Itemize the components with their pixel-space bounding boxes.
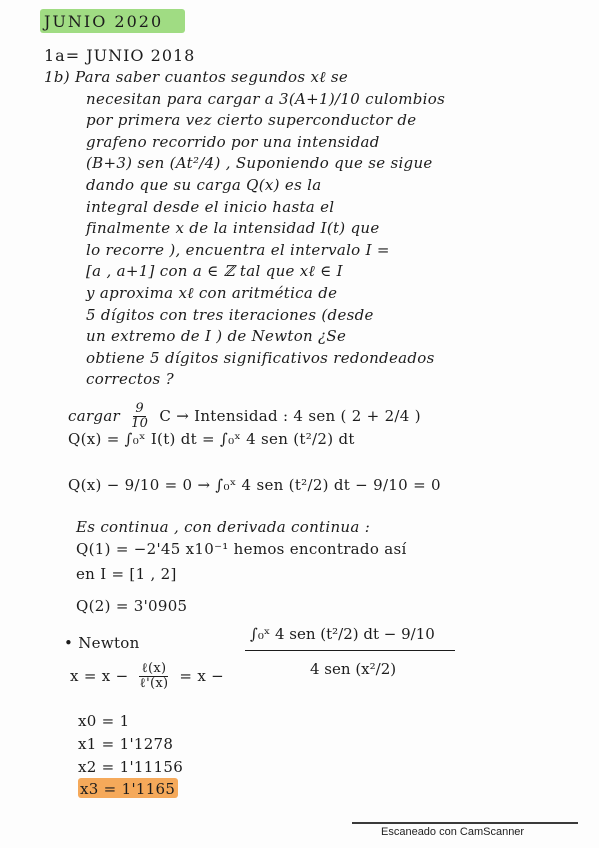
- problem-line: 5 dígitos con tres iteraciones (desde: [86, 305, 374, 324]
- charge-equation: Q(x) − 9/10 = 0 → ∫₀ˣ 4 sen (t²/2) dt − 9/10 = 0: [68, 476, 441, 494]
- newton-big-denominator: 4 sen (x²/2): [310, 660, 397, 678]
- problem-line: integral desde el inicio hasta el: [86, 197, 335, 216]
- carga-denominator: 10: [131, 416, 149, 432]
- newton-ratio-den: ℓ'(x): [139, 676, 169, 692]
- newton-fraction-bar: [245, 650, 455, 651]
- problem-line: 1b) Para saber cuantos segundos xℓ se: [44, 68, 349, 86]
- problem-line: finalmente x de la intensidad I(t) que: [86, 219, 380, 238]
- newton-x-minus: x = x −: [70, 666, 129, 685]
- problem-line: obtiene 5 dígitos significativos redondeados: [86, 348, 435, 367]
- problem-line: lo recorre ), encuentra el intervalo I =: [86, 240, 390, 259]
- page-title: JUNIO 2020: [44, 12, 164, 31]
- problem-line: dando que su carga Q(x) es la: [86, 176, 322, 194]
- carga-numerator: 9: [135, 401, 144, 416]
- continuity-note: Es continua , con derivada continua :: [76, 518, 371, 536]
- iteration-x0: x0 = 1: [78, 712, 130, 730]
- scanner-watermark: Escaneado con CamScanner: [381, 826, 525, 838]
- q-at-2: Q(2) = 3'0905: [76, 597, 188, 615]
- carga-label: [68, 402, 421, 432]
- carga-fraction: [129, 402, 150, 432]
- problem-line: grafeno recorrido por una intensidad: [86, 132, 380, 151]
- newton-big-numerator: ∫₀ˣ 4 sen (t²/2) dt − 9/10: [250, 625, 435, 643]
- iteration-x2: x2 = 1'11156: [78, 758, 184, 776]
- q-at-1: Q(1) = −2'45 x10⁻¹ hemos encontrado así: [76, 540, 407, 558]
- newton-ratio: [138, 662, 171, 692]
- problem-line: por primera vez cierto superconductor de: [86, 111, 417, 130]
- newton-formula-left: [70, 662, 224, 692]
- problem-line: (B+3) sen (At²/4) , Suponiendo que se sigue: [86, 154, 433, 173]
- problem-line: [a , a+1] con a ∈ ℤ tal que xℓ ∈ I: [86, 262, 343, 281]
- iteration-x3: x3 = 1'1165: [80, 780, 176, 798]
- reference-line: 1a= JUNIO 2018: [44, 46, 196, 65]
- problem-line: y aproxima xℓ con aritmética de: [86, 284, 338, 302]
- problem-line: correctos ?: [86, 370, 174, 389]
- interval-found: en I = [1 , 2]: [76, 565, 177, 583]
- newton-label: • Newton: [64, 634, 140, 652]
- newton-equals: = x −: [179, 666, 225, 685]
- newton-ratio-num: ℓ(x): [141, 661, 167, 676]
- iteration-x1: x1 = 1'1278: [78, 735, 174, 753]
- intensity-expression: C → Intensidad : 4 sen ( 2 + 2/4 ): [159, 406, 421, 425]
- footer-rule: [352, 822, 578, 824]
- problem-line: un extremo de I ) de Newton ¿Se: [86, 327, 347, 346]
- carga-word: cargar: [68, 406, 121, 425]
- charge-definition: Q(x) = ∫₀ˣ I(t) dt = ∫₀ˣ 4 sen (t²/2) dt: [68, 430, 355, 448]
- problem-line: necesitan para cargar a 3(A+1)/10 culombios: [86, 89, 446, 108]
